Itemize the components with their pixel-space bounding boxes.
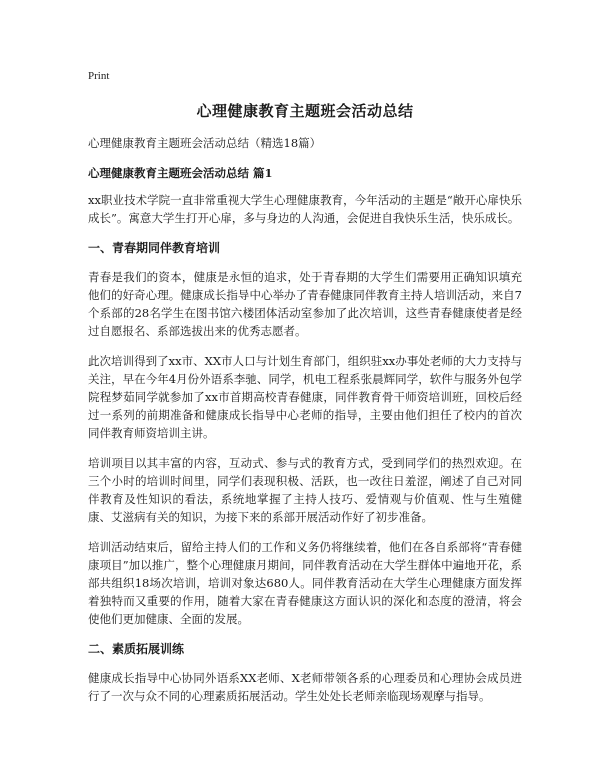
document-title: 心理健康教育主题班会活动总结 (196, 102, 414, 120)
print-label[interactable]: Print (88, 70, 110, 82)
heading-quality-training: 二、素质拓展训练 (88, 642, 185, 656)
document-page (88, 70, 522, 717)
intro-paragraph: xx职业技术学院一直非常重视大学生心理健康教育，今年活动的主题是“敞开心扉快乐成长”。寓意大学生打开心扉，多与身边的人沟通，会促进自我快乐生活，快乐成长。 (88, 193, 522, 225)
heading-peer-education: 一、青春期同伴教育培训 (88, 241, 221, 255)
paragraph-2: 此次培训得到了xx市、XX市人口与计划生育部门，组织驻xx办事处老师的大力支持与关注，早在今年4月份外语系李驰、同学，机电工程系张晨辉同学，软件与服务外包学院程梦茹同学就参加了xx市首期高校青春健康，同伴教育骨干师资培训班，回校后经过一系列的前期准备和健康成长指导中心老师的指导，主要由他们担任了校内的首次同伴教育师资培训主讲。 (88, 354, 522, 440)
paragraph-4: 培训活动结束后，留给主持人们的工作和义务仍将继续着，他们在各自系部将“青春健康项目”加以推广，整个心理健康月期间，同伴教育活动在大学生群体中遍地开花，系部共组织18场次培训，培训对象达680人。同伴教育活动在大学生心理健康方面发挥着独特而又重要的作用，随着大家在青春健康这方面认识的深化和态度的澄清，将会使他们更加健康、全面的发展。 (88, 540, 522, 626)
document-subtitle: 心理健康教育主题班会活动总结（精选18篇） (88, 136, 322, 150)
paragraph-3: 培训项目以其丰富的内容，互动式、参与式的教育方式，受到同学们的热烈欢迎。在三个小时的培训时间里，同学们表现积极、活跃，也一改往日羞涩，阐述了自己对同伴教育及性知识的看法，系统地掌握了主持人技巧、爱情观与价值观、性与生殖健康、艾滋病有关的知识，为接下来的系部开展活动作好了初步准备。 (88, 456, 522, 524)
paragraph-5: 健康成长指导中心协同外语系XX老师、X老师带领各系的心理委员和心理协会成员进行了一次与众不同的心理素质拓展活动。学生处处长老师亲临现场观摩与指导。 (88, 671, 522, 703)
section-title: 心理健康教育主题班会活动总结 篇1 (88, 166, 273, 180)
paragraph-1: 青春是我们的资本，健康是永恒的追求，处于青春期的大学生们需要用正确知识填充他们的好奇心理。健康成长指导中心举办了青春健康同伴教育主持人培训活动，来自7个系部的28名学生在图书馆六楼团体活动室参加了此次培训，这些青春健康使者是经过自愿报名、系部选拔出来的优秀志愿者。 (88, 270, 522, 338)
